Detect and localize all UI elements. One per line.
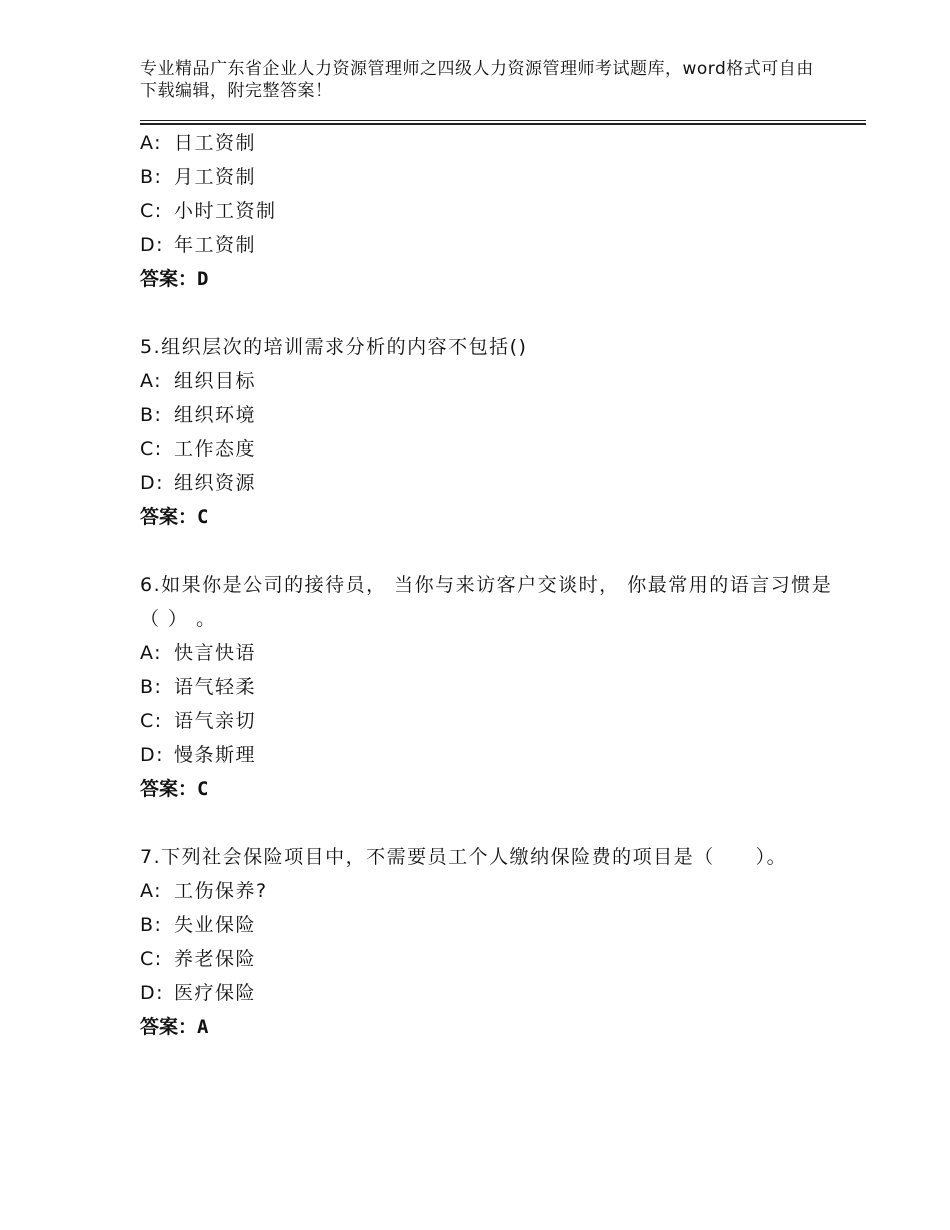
option-a: A: 工伤保养? [140, 880, 268, 902]
option-d: D: 年工资制 [140, 234, 257, 256]
option-b: B: 组织环境 [140, 404, 257, 426]
option-a: A: 组织目标 [140, 370, 257, 392]
option-b: B: 语气轻柔 [140, 676, 257, 698]
option-c: C: 工作态度 [140, 438, 257, 460]
answer-line: 答案：C [140, 506, 209, 528]
option-c: C: 小时工资制 [140, 200, 277, 222]
question-stem: 6.如果你是公司的接待员， 当你与来访客户交谈时， 你最常用的语言习惯是（ ） 。 [140, 574, 833, 630]
question-block [140, 330, 840, 534]
question-list [140, 126, 840, 1044]
answer-line: 答案：D [140, 268, 209, 290]
option-d: D: 慢条斯理 [140, 744, 257, 766]
answer-line: 答案：C [140, 778, 209, 800]
question-stem: 7.下列社会保险项目中，不需要员工个人缴纳保险费的项目是（ ）。 [140, 846, 788, 868]
header-rule-thin [140, 120, 866, 121]
option-b: B: 失业保险 [140, 914, 257, 936]
option-a: A: 日工资制 [140, 132, 257, 154]
question-block [140, 568, 840, 806]
option-b: B: 月工资制 [140, 166, 257, 188]
option-d: D: 医疗保险 [140, 982, 257, 1004]
option-c: C: 养老保险 [140, 948, 257, 970]
option-d: D: 组织资源 [140, 472, 257, 494]
question-stem: 5.组织层次的培训需求分析的内容不包括() [140, 336, 528, 358]
question-block [140, 840, 840, 1044]
question-block [140, 126, 840, 296]
answer-line: 答案：A [140, 1016, 209, 1038]
option-c: C: 语气亲切 [140, 710, 257, 732]
option-a: A: 快言快语 [140, 642, 257, 664]
header-rule-thick [140, 123, 866, 125]
document-header: 专业精品广东省企业人力资源管理师之四级人力资源管理师考试题库，word格式可自由下载编辑，附完整答案！ [140, 59, 814, 101]
